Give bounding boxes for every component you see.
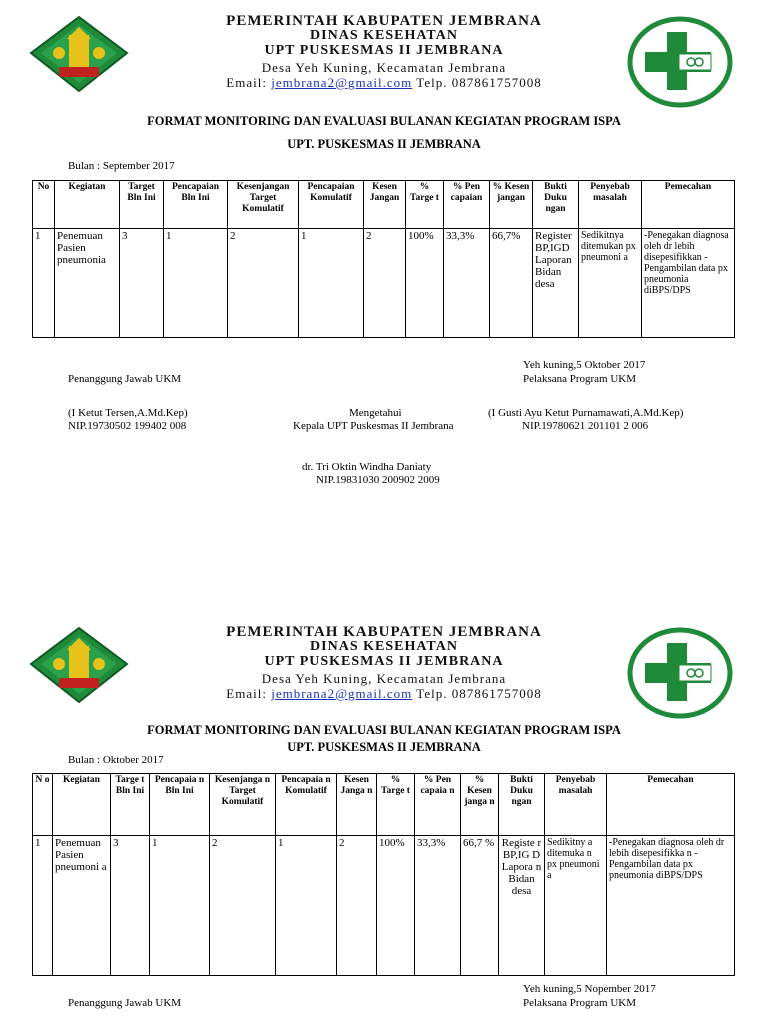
- table-header: Kesenjangan Target Komulatif: [228, 181, 299, 229]
- left-signatory-name: (I Ketut Tersen,A.Md.Kep): [68, 407, 188, 419]
- table-row: [33, 836, 735, 976]
- table-header: Pemecahan: [607, 774, 735, 836]
- right-signatory-nip: NIP.19780621 201101 2 006: [522, 420, 649, 432]
- report-title: FORMAT MONITORING DAN EVALUASI BULANAN KEGIATAN PROGRAM ISPA: [147, 114, 621, 128]
- head-signatory-nip: NIP.19831030 200902 2009: [316, 474, 440, 486]
- table-cell: 1: [164, 229, 228, 338]
- email-label: Email:: [226, 75, 267, 90]
- table-header: Penyebab masalah: [545, 774, 607, 836]
- table-cell: 100%: [377, 836, 415, 976]
- left-signatory-nip: NIP.19730502 199402 008: [68, 420, 187, 432]
- report-month: Bulan : September 2017: [68, 160, 175, 172]
- table-cell: Penemuan Pasien pneumonia: [55, 229, 120, 338]
- report-subtitle: UPT. PUSKESMAS II JEMBRANA: [287, 740, 481, 754]
- report-table: [32, 773, 735, 976]
- letterhead-address: Desa Yeh Kuning, Kecamatan Jembrana: [261, 60, 507, 75]
- place-date: Yeh kuning,5 Oktober 2017: [523, 359, 646, 371]
- table-cell: 66,7 %: [461, 836, 499, 976]
- report-section-2: [0, 625, 768, 1024]
- report-table: [32, 180, 735, 338]
- table-header: No: [33, 181, 55, 229]
- telephone: Telp. 087861757008: [416, 75, 542, 90]
- table-header: % Pen capaia n: [415, 774, 461, 836]
- table-header: Pencapaia n Komulatif: [276, 774, 337, 836]
- telephone: Telp. 087861757008: [416, 686, 542, 701]
- table-cell: 2: [228, 229, 299, 338]
- left-signatory-role: Penanggung Jawab UKM: [68, 373, 182, 385]
- table-header: N o: [33, 774, 53, 836]
- table-cell: 100%: [406, 229, 444, 338]
- right-signatory-role: Pelaksana Program UKM: [523, 373, 637, 385]
- table-cell: Register BP,IGD Laporan Bidan desa: [533, 229, 579, 338]
- email-link[interactable]: jembrana2@gmail.com: [271, 686, 413, 701]
- letterhead-department: DINAS KESEHATAN: [310, 28, 458, 43]
- email-label: Email:: [226, 686, 267, 701]
- letterhead-department: DINAS KESEHATAN: [310, 639, 458, 654]
- letterhead-government: PEMERINTAH KABUPATEN JEMBRANA: [226, 13, 542, 29]
- table-cell: Registe r BP,IG D Lapora n Bidan desa: [499, 836, 545, 976]
- left-signatory-role: Penanggung Jawab UKM: [68, 997, 182, 1009]
- table-cell: Sedikitnya ditemukan px pneumoni a: [579, 229, 642, 338]
- head-signatory-role: Kepala UPT Puskesmas II Jembrana: [293, 420, 454, 432]
- letterhead-contact: [0, 76, 768, 89]
- table-header: Pemecahan: [642, 181, 735, 229]
- table-header: % Targe t: [377, 774, 415, 836]
- email-link[interactable]: jembrana2@gmail.com: [271, 75, 413, 90]
- table-header: Penyebab masalah: [579, 181, 642, 229]
- table-header: Kesen Janga n: [337, 774, 377, 836]
- letterhead-government: PEMERINTAH KABUPATEN JEMBRANA: [226, 624, 542, 640]
- report-section-1: [0, 14, 768, 494]
- table-cell: 3: [111, 836, 150, 976]
- table-header: Kegiatan: [53, 774, 111, 836]
- report-month: Bulan : Oktober 2017: [68, 754, 164, 766]
- table-row: [33, 229, 735, 338]
- table-header: Kegiatan: [55, 181, 120, 229]
- table-cell: 33,3%: [415, 836, 461, 976]
- place-date: Yeh kuning,5 Nopember 2017: [523, 983, 656, 995]
- letterhead-unit: UPT PUSKESMAS II JEMBRANA: [264, 43, 504, 58]
- table-cell: 2: [337, 836, 377, 976]
- table-header: % Kesen janga n: [461, 774, 499, 836]
- table-header-row: [33, 181, 735, 229]
- table-cell: -Penegakan diagnosa oleh dr lebih disepesifikka n -Pengambilan data px pneumonia diBPS/DPS: [607, 836, 735, 976]
- table-cell: 1: [276, 836, 337, 976]
- letterhead: [0, 14, 768, 124]
- table-header: Bukti Duku ngan: [499, 774, 545, 836]
- table-header: Pencapaia n Bln Ini: [150, 774, 210, 836]
- table-header: % Pen capaian: [444, 181, 490, 229]
- table-cell: Sedikitny a ditemuka n px pneumoni a: [545, 836, 607, 976]
- table-header: % Targe t: [406, 181, 444, 229]
- table-header: Bukti Duku ngan: [533, 181, 579, 229]
- table-cell: 3: [120, 229, 164, 338]
- table-cell: 33,3%: [444, 229, 490, 338]
- table-cell: 66,7%: [490, 229, 533, 338]
- table-cell: 1: [299, 229, 364, 338]
- table-header: Kesen Jangan: [364, 181, 406, 229]
- table-header: % Kesen jangan: [490, 181, 533, 229]
- letterhead-address: Desa Yeh Kuning, Kecamatan Jembrana: [261, 671, 507, 686]
- table-cell: -Penegakan diagnosa oleh dr lebih disepesifikkan -Pengambilan data px pneumonia diBPS/DPS: [642, 229, 735, 338]
- table-header: Kesenjanga n Target Komulatif: [210, 774, 276, 836]
- letterhead-unit: UPT PUSKESMAS II JEMBRANA: [264, 654, 504, 669]
- acknowledged-label: Mengetahui: [349, 407, 402, 419]
- letterhead-contact: [0, 687, 768, 700]
- right-signatory-name: (I Gusti Ayu Ketut Purnamawati,A.Md.Kep): [488, 407, 684, 419]
- head-signatory-name: dr. Tri Oktin Windha Daniaty: [302, 461, 432, 473]
- table-cell: 1: [33, 836, 53, 976]
- table-header-row: [33, 774, 735, 836]
- table-header: Target Bln Ini: [120, 181, 164, 229]
- table-cell: Penemuan Pasien pneumoni a: [53, 836, 111, 976]
- letterhead: [0, 625, 768, 735]
- report-subtitle: UPT. PUSKESMAS II JEMBRANA: [287, 137, 481, 151]
- table-cell: 2: [210, 836, 276, 976]
- table-cell: 1: [33, 229, 55, 338]
- table-cell: 1: [150, 836, 210, 976]
- table-header: Pencapaian Komulatif: [299, 181, 364, 229]
- report-title: FORMAT MONITORING DAN EVALUASI BULANAN KEGIATAN PROGRAM ISPA: [147, 723, 621, 737]
- table-header: Pencapaian Bln Ini: [164, 181, 228, 229]
- table-header: Targe t Bln Ini: [111, 774, 150, 836]
- right-signatory-role: Pelaksana Program UKM: [523, 997, 637, 1009]
- table-cell: 2: [364, 229, 406, 338]
